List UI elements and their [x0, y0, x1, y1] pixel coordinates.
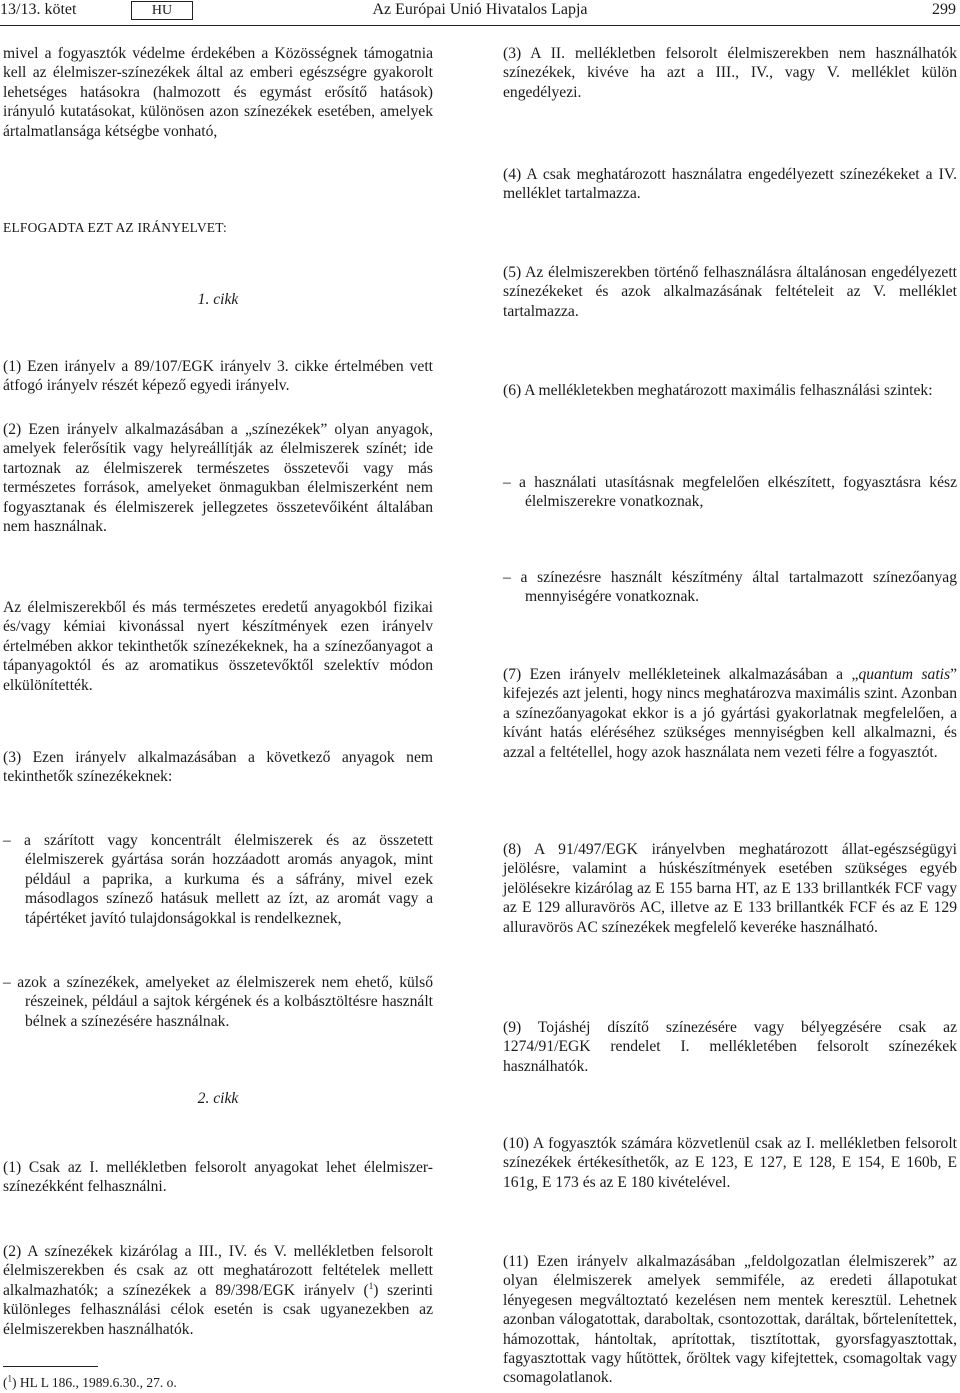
list-item: – azok a színezékek, amelyeket az élelmiszerek nem ehető, külső részeinek, például a sajtok kérgének és a kolbásztöltésre használt bélnek a színezésére használnak.: [3, 974, 433, 1030]
paragraph-11: (11) Ezen irányelv alkalmazásában „feldolgozatlan élelmiszerek” az olyan élelmiszerek amelyek semmiféle, az eredeti állapotukat lényegesen megváltoztató kezelésen nem mentek keresztül. Lehetnek azonban válogatottak, daraboltak, csontozottak, daráltak, bőrtelenítettek, hámozottak, hántoltak, aprítottak, tisztítottak, gyorsfagyasztottak, fagyasztottak vagy hűtöttek, őröltek vagy kifejtettek, csomagoltak vagy csomagolatlanok.: [503, 1253, 957, 1387]
article-2-paragraph-2: (2) A színezékek kizárólag a III., IV. és V. mellékletben felsorolt élelmiszerekben és csak az ott meghatározott feltételek mellett alkalmazhatók; a színezékek a 89/398/EGK irányelv ($^1$) szerinti különleges felhasználási célok esetén is csak ugyanezekben az élelmiszerekben használhatók.: [3, 1243, 433, 1338]
header-rule: [0, 25, 960, 26]
journal-title: Az Európai Unió Hivatalos Lapja: [372, 1, 588, 18]
paragraph-3: (3) A II. mellékletben felsorolt élelmiszerekben nem használhatók színezékek, kivéve ha azt a III., IV., vagy V. melléklet külön engedélyezi.: [503, 45, 957, 101]
page-number: 299: [932, 1, 956, 18]
adoption-statement: ELFOGADTA EZT AZ IRÁNYELVET:: [3, 220, 227, 235]
language-badge: HU: [131, 1, 193, 20]
list-item: – a szárított vagy koncentrált élelmiszerek és az összetett élelmiszerek gyártása során hozzáadott aromás anyagok, mint például a paprika, a kurkuma és a sáfrány, mivel ezek másodlagos színező hatásuk mellett az ízt, az aromát vagy a tápértéket javító tulajdonságokkal is rendelkeznek,: [3, 832, 433, 927]
footnote-reference: 1: [368, 1280, 374, 1291]
paragraph-10: (10) A fogyasztók számára közvetlenül csak az I. mellékletben felsorolt színezékek értékesíthetők, az E 123, E 127, E 128, E 154, E 160b, E 161g, E 173 és az E 180 kivételével.: [503, 1135, 957, 1191]
article-2-paragraph-1: (1) Csak az I. mellékletben felsorolt anyagokat lehet élelmiszer-színezékként felhasználni.: [3, 1159, 433, 1196]
paragraph-6: (6) A mellékletekben meghatározott maximális felhasználási szintek:: [503, 382, 933, 399]
list-item: – a használati utasításnak megfelelően elkészített, fogyasztásra kész élelmiszerekre vonatkoznak,: [503, 474, 957, 511]
page-header: [0, 0, 960, 22]
intro-paragraph: mivel a fogyasztók védelme érdekében a Közösségnek támogatnia kell az élelmiszer-színezékek által az emberi egészségre gyakorolt lehetséges hatásokra (halmozott és egymást erősítő hatások) irányuló kutatásokat, különösen azon színezékek esetében, amelyek ártalmatlansága kétségbe vonható,: [3, 45, 433, 140]
paragraph-9: (9) Tojáshéj díszítő színezésére vagy bélyegzésére csak az 1274/91/EGK rendelet I. mellékletében felsorolt színezékek használhatók.: [503, 1019, 957, 1075]
article-2-heading: 2. cikk: [197, 1090, 239, 1107]
article-1-paragraph-2b: Az élelmiszerekből és más természetes eredetű anyagokból fizikai és/vagy kémiai kivonással nyert készítmények ezen irányelv értelmében akkor tekinthetők színezékeknek, ha a színezőanyagot a tápanyagoktól és az aromatikus összetevőktől szelektív módon elkülönítették.: [3, 599, 433, 694]
volume-label: 13/13. kötet: [0, 1, 77, 18]
paragraph-7: (7) Ezen irányelv mellékleteinek alkalmazásában a „quantum satis” kifejezés azt jelenti, hogy nincs meghatározva maximális szint. Azonban a színezőanyagokat ekkor is a jó gyártási gyakorlatnak megfelelően, a kívánt hatás eléréséhez szükséges mennyiségben kell alkalmazni, és azzal a feltétellel, hogy azok használata nem vezeti félre a fogyasztót.: [503, 666, 957, 761]
paragraph-8: (8) A 91/497/EGK irányelvben meghatározott állat-egészségügyi jelölésre, valamint a húskészítmények esetében szükséges egyéb jelölésekre kizárólag az E 155 barna HT, az E 133 brillantkék FCF vagy az E 129 alluravörös AC, illetve az E 133 brillantkék FCF és az E 129 alluravörös AC színezékek megfelelő keveréke használható.: [503, 841, 957, 936]
article-1-paragraph-3: (3) Ezen irányelv alkalmazásában a következő anyagok nem tekinthetők színezékeknek:: [3, 749, 433, 786]
article-1-paragraph-2: (2) Ezen irányelv alkalmazásában a „színezékek” olyan anyagok, amelyek felerősítik vagy helyreállítják az élelmiszerek színét; ide tartoznak az élelmiszerek természetes összetevői vagy más természetes források, amelyeket önmagukban élelmiszerként nem fogyasztanak és élelmiszerek jellegzetes összetevőiként általában nem használnak.: [3, 421, 433, 536]
list-item: – a színezésre használt készítmény által tartalmazott színezőanyag mennyiségére vonatkoznak.: [503, 569, 957, 606]
paragraph-4: (4) A csak meghatározott használatra engedélyezett színezékeket a IV. melléklet tartalmazza.: [503, 166, 957, 203]
article-1-heading: 1. cikk: [197, 291, 239, 308]
footnote: ($^1$) HL L 186., 1989.6.30., 27. o.: [3, 1373, 177, 1390]
article-1-paragraph-1: (1) Ezen irányelv a 89/107/EGK irányelv 3. cikke értelmében vett átfogó irányelv részét képező egyedi irányelv.: [3, 358, 433, 395]
paragraph-5: (5) Az élelmiszerekben történő felhasználásra általánosan engedélyezett színezékeket és azok alkalmazásának feltételeit az V. melléklet tartalmazza.: [503, 264, 957, 320]
footnote-rule: [3, 1366, 98, 1367]
